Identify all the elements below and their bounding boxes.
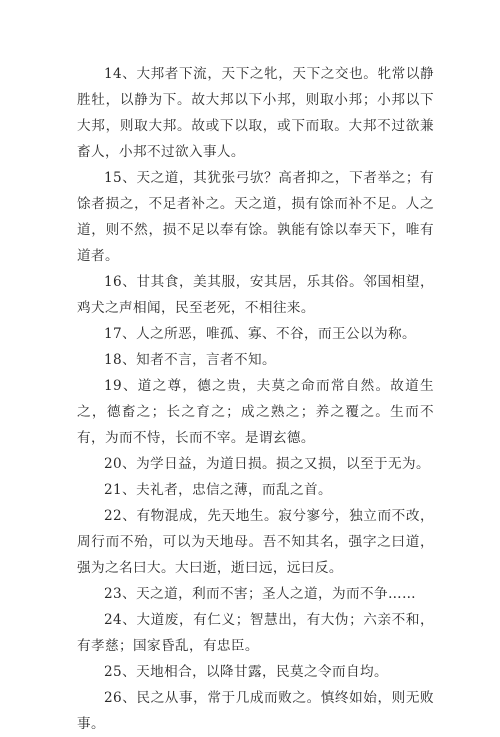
paragraph-20: 20、为学日益，为道日损。损之又损，以至于无为。 xyxy=(104,456,430,472)
paragraph-25: 25、天地相合，以降甘露，民莫之令而自均。 xyxy=(104,664,388,680)
paragraph-23: 23、天之道，利而不害；圣人之道，为而不争…… xyxy=(104,586,416,602)
paragraph-16: 16、甘其食，美其服，安其居，乐其俗。邻国相望，鸡犬之声相闻，民至老死，不相往来。 xyxy=(77,274,434,316)
paragraph-15: 15、天之道，其犹张弓欤？高者抑之，下者举之；有馀者损之，不足者补之。天之道，损有馀而补不足。人之道，则不然，损不足以奉有馀。孰能有馀以奉天下，唯有道者。 xyxy=(77,170,434,264)
paragraph-21: 21、夫礼者，忠信之薄，而乱之首。 xyxy=(104,482,333,498)
paragraph-22: 22、有物混成，先天地生。寂兮寥兮，独立而不改，周行而不殆，可以为天地母。吾不知其名，强字之曰道，强为之名曰大。大曰逝，逝曰远，远曰反。 xyxy=(77,508,434,576)
paragraph-19: 19、道之尊，德之贵，夫莫之命而常自然。故道生之，德畜之；长之育之；成之熟之；养之覆之。生而不有，为而不恃，长而不宰。是谓玄德。 xyxy=(77,378,434,446)
paragraph-24: 24、大道废，有仁义；智慧出，有大伪；六亲不和，有孝慈；国家昏乱，有忠臣。 xyxy=(77,612,434,654)
paragraph-14: 14、大邦者下流，天下之牝，天下之交也。牝常以静胜牡，以静为下。故大邦以下小邦，则取小邦；小邦以下大邦，则取大邦。故或下以取，或下而取。大邦不过欲兼畜人，小邦不过欲入事人。 xyxy=(77,66,434,160)
paragraph-18: 18、知者不言，言者不知。 xyxy=(104,352,277,368)
document-body xyxy=(77,61,434,737)
paragraph-26: 26、民之从事，常于几成而败之。慎终如始，则无败事。 xyxy=(77,690,434,732)
paragraph-17: 17、人之所恶，唯孤、寡、不谷，而王公以为称。 xyxy=(104,326,416,342)
